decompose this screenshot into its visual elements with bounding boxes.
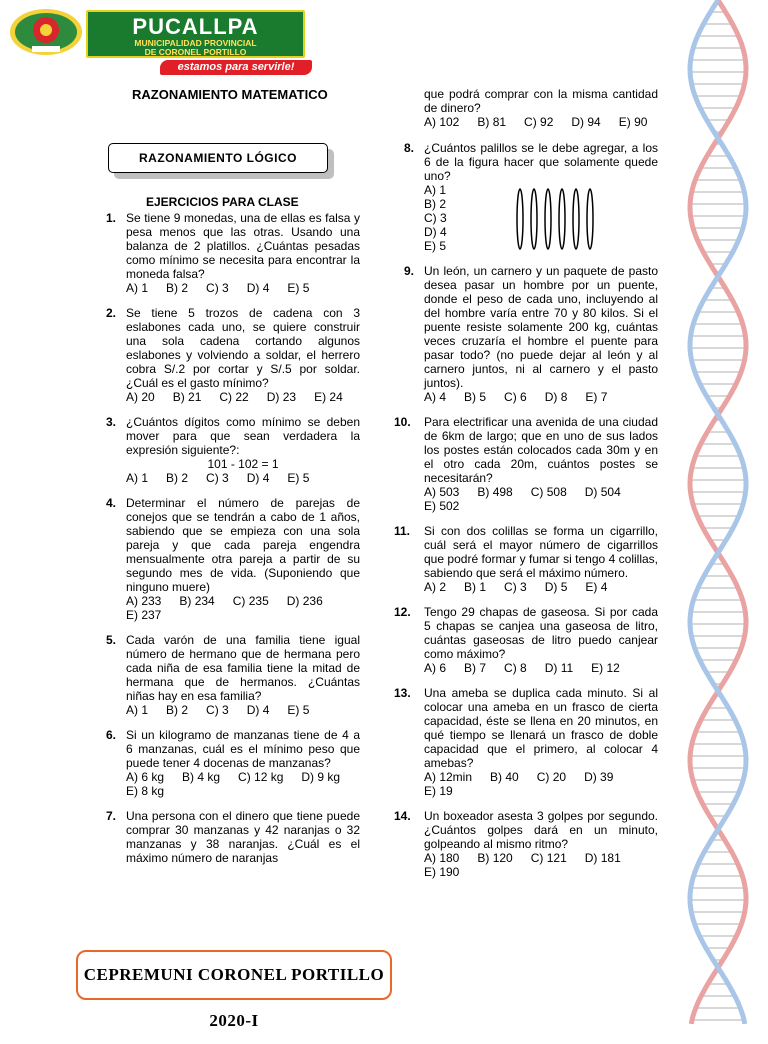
answer-option: B) 40 xyxy=(490,770,519,784)
question-number: 9. xyxy=(404,264,415,278)
question-item xyxy=(106,633,360,717)
answer-option: A) 6 kg xyxy=(126,770,165,784)
question-text: que podrá comprar con la misma cantidad de dinero? xyxy=(424,87,658,115)
answer-option: D) 5 xyxy=(544,580,568,594)
answer-options xyxy=(126,770,360,798)
expression: 101 - 102 = 1 xyxy=(207,457,279,471)
answer-option: B) 120 xyxy=(477,851,513,865)
answer-option: E) 5 xyxy=(287,471,310,485)
answer-option: B) 234 xyxy=(179,594,215,608)
answer-option: B) 1 xyxy=(464,580,487,594)
question-number: 12. xyxy=(394,605,411,619)
answer-option: C) 6 xyxy=(504,390,527,404)
question-text: Determinar el número de parejas de conejos que se tendrán a cabo de 1 años, sabiendo que se empieza con una sola pareja y que cada pareja engendra mensualmente otra pareja a partir de su segundo mes de vida. (Suponiendo que ninguno muere) xyxy=(126,496,360,594)
answer-option: B) 21 xyxy=(172,390,202,404)
matchstick xyxy=(545,189,551,249)
answer-option: E) 12 xyxy=(591,661,620,675)
document-title: RAZONAMIENTO MATEMATICO xyxy=(132,87,328,102)
question-text: Una persona con el dinero que tiene puede comprar 30 manzanas y 42 naranjas o 32 manzanas y 38 naranjas. ¿Cuál es el máximo número de naranjas xyxy=(126,809,360,865)
question-item xyxy=(394,809,658,879)
exercises-heading: EJERCICIOS PARA CLASE xyxy=(146,195,299,209)
question-number: 11. xyxy=(394,524,411,538)
question-text: Cada varón de una familia tiene igual número de hermano que de hermana pero cada niña de esa familia tiene la mitad de hermana que de hermanos. ¿Cuántas niñas hay en esa familia? xyxy=(126,633,360,703)
answer-options xyxy=(424,580,658,594)
answer-options xyxy=(126,471,360,485)
answer-option: A) 503 xyxy=(424,485,460,499)
question-number: 7. xyxy=(106,809,117,823)
answer-option: C) 508 xyxy=(530,485,567,499)
answer-option: C) 3 xyxy=(206,281,229,295)
answer-option: A) 20 xyxy=(126,390,155,404)
answer-options xyxy=(424,851,658,879)
question-text: Si con dos colillas se forma un cigarrillo, cuál será el mayor número de cigarrillos que podré formar y fumar si tengo 4 colillas, sabiendo que será el máximo número. xyxy=(424,524,658,580)
answer-options xyxy=(126,594,360,622)
answer-option: B) 2 xyxy=(424,197,447,211)
answer-option: E) 19 xyxy=(424,784,453,798)
question-number: 4. xyxy=(106,496,117,510)
question-number: 1. xyxy=(106,211,117,225)
right-column xyxy=(394,87,658,890)
answer-options xyxy=(424,661,658,675)
question-text: Se tiene 5 trozos de cadena con 3 eslabones cada uno, se quiere construir una sola cadena cortando algunos eslabones y volviendo a soldar, el herrero cobra S/.2 por cortar y S/.5 por soldar. ¿Cuál es el gasto mínimo? xyxy=(126,306,360,390)
question-text: Un león, un carnero y un paquete de pasto desea pasar un hombre por un puente, donde el peso de cada uno, incluyendo al del hombre varía entre 70 y 80 kilos. Si el puente resiste solamente 200 kg, cuántas veces cruzaría el hombre el puente para pasar todo? (no puede dejar al león y al carnero juntos, ni al carnero y el pasto juntos). xyxy=(424,264,658,390)
question-item xyxy=(394,605,658,675)
dna-helix-decoration xyxy=(668,0,768,1024)
question-number: 3. xyxy=(106,415,117,429)
answer-options xyxy=(424,115,658,129)
answer-option: A) 2 xyxy=(424,580,447,594)
question-item xyxy=(106,211,360,295)
answer-option: A) 4 xyxy=(424,390,447,404)
answer-option: D) 39 xyxy=(584,770,614,784)
answer-option: E) 5 xyxy=(287,281,310,295)
answer-option: A) 6 xyxy=(424,661,447,675)
banner-line-1: MUNICIPALIDAD PROVINCIAL xyxy=(134,38,257,48)
answer-option: C) 235 xyxy=(232,594,269,608)
section-title-box: RAZONAMIENTO LÓGICO xyxy=(108,143,328,173)
answer-options xyxy=(424,485,658,513)
answer-option: D) 4 xyxy=(246,703,270,717)
answer-option: A) 180 xyxy=(424,851,460,865)
matchstick xyxy=(559,189,565,249)
question-item xyxy=(394,415,658,513)
matchsticks-figure xyxy=(512,187,602,251)
answer-option: B) 2 xyxy=(166,281,189,295)
question-7-continuation xyxy=(408,87,658,129)
answer-option: E) 502 xyxy=(424,499,460,513)
answer-options xyxy=(126,281,360,295)
question-text: Una ameba se duplica cada minuto. Si al colocar una ameba en un frasco de cierta capacidad, éste se llena en 20 minutos, en qué tiempo se llenará un frasco de doble capacidad que el primero, al colocar 4 amebas? xyxy=(424,686,658,770)
banner-line-2: DE CORONEL PORTILLO xyxy=(144,47,247,57)
answer-options xyxy=(126,703,360,717)
answer-option: B) 2 xyxy=(166,703,189,717)
answer-option: E) 4 xyxy=(585,580,608,594)
answer-option: B) 4 kg xyxy=(182,770,221,784)
answer-option: E) 5 xyxy=(287,703,310,717)
answer-option: C) 3 xyxy=(206,703,229,717)
question-8 xyxy=(404,141,658,253)
question-number: 13. xyxy=(394,686,411,700)
answer-option: D) 9 kg xyxy=(301,770,341,784)
answer-option: D) 4 xyxy=(424,225,447,239)
answer-option: E) 5 xyxy=(424,239,447,253)
left-column xyxy=(106,211,360,876)
answer-option: E) 7 xyxy=(585,390,608,404)
slogan-badge: estamos para servirle! xyxy=(160,60,312,75)
answer-option: A) 1 xyxy=(126,703,149,717)
answer-option: D) 504 xyxy=(584,485,621,499)
answer-option: B) 7 xyxy=(464,661,487,675)
question-text: ¿Cuántos dígitos como mínimo se deben mover para que sean verdadera la expresión siguiente?: xyxy=(126,415,360,457)
answer-option: B) 498 xyxy=(477,485,513,499)
question-text: Para electrificar una avenida de una ciudad de 6km de largo; que en uno de sus lados los postes están colocados cada 30m y en el otro cada 20m, cuántos postes se necesitarán? xyxy=(424,415,658,485)
question-item xyxy=(106,809,360,865)
question-text: Se tiene 9 monedas, una de ellas es falsa y pesa menos que las otras. Usando una balanza de 2 platillos. ¿Cuántas pesadas como mínimo se necesita para encontrar la moneda falsa? xyxy=(126,211,360,281)
banner-title: PUCALLPA xyxy=(132,14,259,39)
question-number: 10. xyxy=(394,415,411,429)
question-text: Si un kilogramo de manzanas tiene de 4 a 6 manzanas, cuál es el mínimo peso que puede tener 4 docenas de manzanas? xyxy=(126,728,360,770)
answer-option: A) 1 xyxy=(126,471,149,485)
question-item xyxy=(394,524,658,594)
answer-option: C) 121 xyxy=(530,851,567,865)
footer-box: CEPREMUNI CORONEL PORTILLO 2020-I xyxy=(76,950,392,1000)
question-item xyxy=(106,306,360,404)
answer-option: E) 237 xyxy=(126,608,162,622)
answer-options xyxy=(126,390,360,404)
answer-option: A) 233 xyxy=(126,594,162,608)
answer-option: B) 5 xyxy=(464,390,487,404)
question-item xyxy=(106,415,360,485)
answer-option: C) 3 xyxy=(504,580,527,594)
municipality-banner xyxy=(86,10,305,58)
question-item xyxy=(106,496,360,622)
answer-option: B) 2 xyxy=(166,471,189,485)
municipal-seal-logo xyxy=(8,8,84,56)
matchstick xyxy=(531,189,537,249)
question-number: 2. xyxy=(106,306,117,320)
answer-options xyxy=(424,390,658,404)
answer-option: D) 4 xyxy=(246,471,270,485)
answer-option: E) 24 xyxy=(314,390,343,404)
answer-option: C) 22 xyxy=(219,390,249,404)
matchstick xyxy=(587,189,593,249)
question-text: Tengo 29 chapas de gaseosa. Si por cada 5 chapas se canjea una gaseosa de litro, cuántas gaseosas de litro puedo canjear como máximo? xyxy=(424,605,658,661)
answer-option: C) 12 kg xyxy=(238,770,284,784)
question-item xyxy=(394,686,658,798)
answer-option: D) 8 xyxy=(544,390,568,404)
answer-option: A) 12min xyxy=(424,770,473,784)
matchstick xyxy=(517,189,523,249)
answer-option: D) 23 xyxy=(266,390,297,404)
answer-option: A) 1 xyxy=(126,281,149,295)
answer-option: B) 81 xyxy=(477,115,507,129)
question-number: 14. xyxy=(394,809,411,823)
question-number: 8. xyxy=(404,141,415,155)
question-text: Un boxeador asesta 3 golpes por segundo. ¿Cuántos golpes dará en un minuto, golpeando al mismo ritmo? xyxy=(424,809,658,851)
answer-options xyxy=(424,183,504,253)
answer-option: C) 92 xyxy=(524,115,554,129)
answer-option: E) 90 xyxy=(618,115,648,129)
question-item xyxy=(404,264,658,404)
answer-option: D) 181 xyxy=(584,851,621,865)
answer-option: D) 236 xyxy=(286,594,323,608)
question-text: ¿Cuántos palillos se le debe agregar, a los 6 de la figura hacer que solamente quede uno? xyxy=(424,141,658,183)
matchstick xyxy=(573,189,579,249)
question-number: 5. xyxy=(106,633,117,647)
answer-option: D) 4 xyxy=(246,281,270,295)
header-logo-area xyxy=(8,8,326,56)
answer-option: A) 102 xyxy=(424,115,460,129)
answer-option: A) 1 xyxy=(424,183,447,197)
question-number: 6. xyxy=(106,728,117,742)
answer-option: C) 20 xyxy=(536,770,567,784)
answer-option: D) 94 xyxy=(571,115,601,129)
answer-option: C) 8 xyxy=(504,661,527,675)
answer-options xyxy=(424,770,658,798)
answer-option: D) 11 xyxy=(544,661,574,675)
answer-option: E) 190 xyxy=(424,865,460,879)
answer-option: C) 3 xyxy=(424,211,447,225)
answer-option: E) 8 kg xyxy=(126,784,165,798)
question-item xyxy=(106,728,360,798)
answer-option: C) 3 xyxy=(206,471,229,485)
